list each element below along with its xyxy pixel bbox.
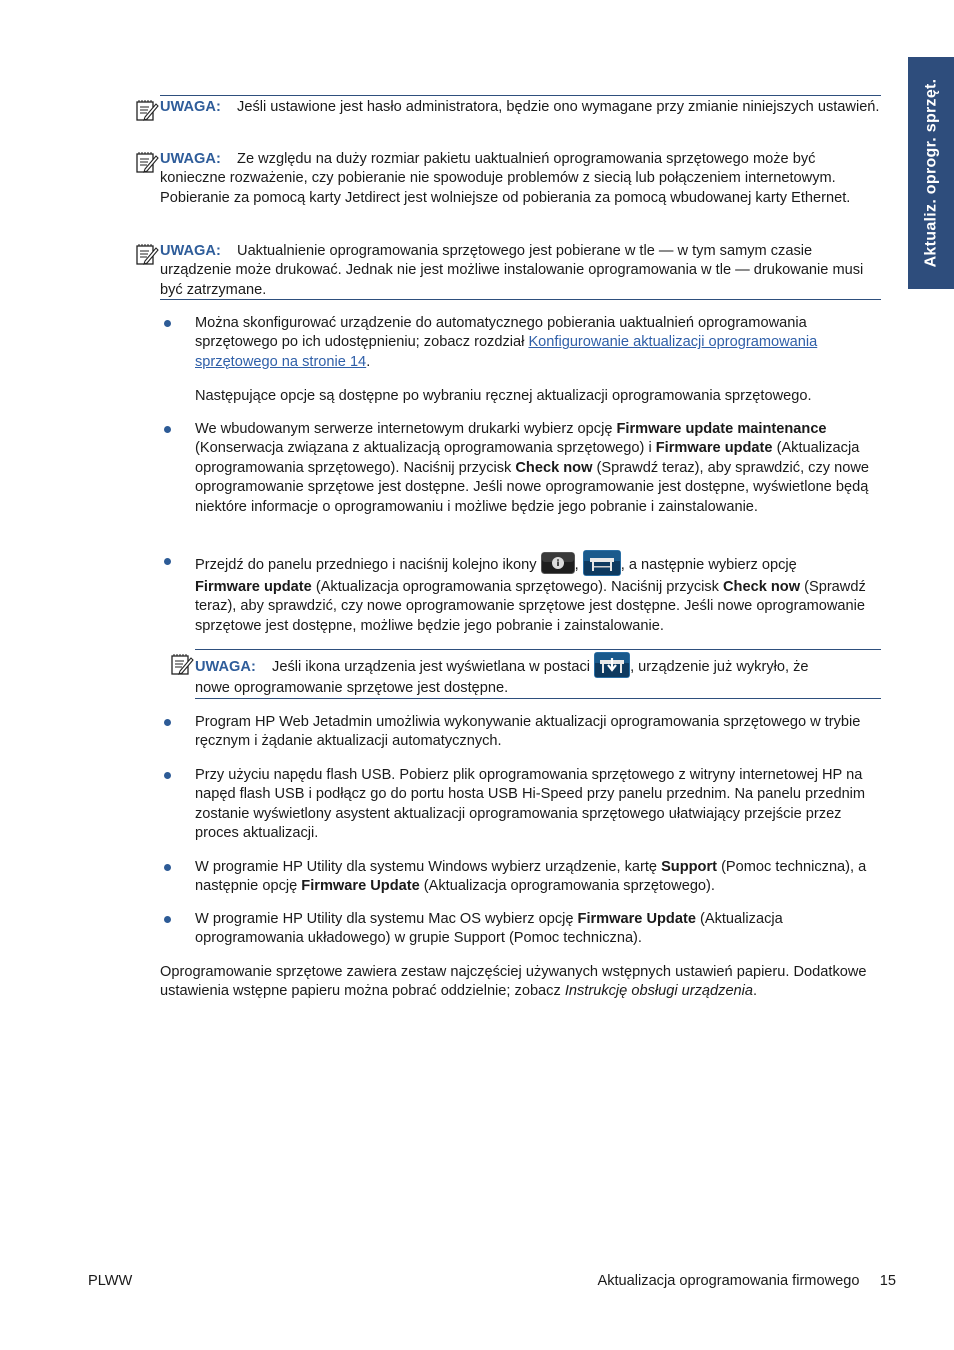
- bullet-text: Można skonfigurować urządzenie do automatycznego pobierania uaktualnień oprogramowania sprzętowego po ich udostępnieniu; zobacz rozdział: [195, 315, 807, 351]
- note-label: UWAGA:: [160, 151, 221, 167]
- text-run: Oprogramowanie sprzętowe zawiera zestaw najczęściej używanych wstępnych ustawień papieru. Dodatkowe ustawienia wstępne papieru można pobrać oddzielnie; zobacz: [160, 964, 867, 1000]
- text-run: W programie HP Utility dla systemu Mac OS wybierz opcję: [195, 911, 578, 927]
- text-run: Przejdź do panelu przedniego i naciśnij kolejno ikony: [195, 556, 541, 573]
- note-label: UWAGA:: [160, 99, 221, 115]
- text-run: (Aktualizacja oprogramowania sprzętowego).: [419, 878, 715, 895]
- footer-section-title: Aktualizacja oprogramowania firmowego: [597, 1273, 860, 1289]
- italic-run: Instrukcję obsługi urządzenia: [564, 983, 754, 1000]
- bullet-front-panel-rest: [195, 578, 885, 636]
- bullet-marker: [164, 916, 171, 923]
- notes-bottom-rule: [160, 299, 881, 300]
- bold-run: Support: [661, 859, 718, 875]
- text-run: W programie HP Utility dla systemu Windows wybierz urządzenie, kartę: [195, 859, 662, 875]
- text-run: (Sprawdź teraz), aby sprawdzić, czy nowe oprogramowanie sprzętowe jest dostępne. Jeśli nowe oprogramowanie sprzętowe jest dostępne, możliwe będzie jego pobranie i zainstalowanie.: [195, 579, 866, 634]
- bullet-web-jetadmin: Program HP Web Jetadmin umożliwia wykonywanie aktualizacji oprogramowania sprzętowego w trybie ręcznym i żądanie aktualizacji automatycznych.: [195, 714, 861, 750]
- bullet-marker: [164, 426, 171, 433]
- text-run: (Sprawdź teraz), aby sprawdzić, czy nowe oprogramowanie sprzętowe jest dostępne. Jeśli nowe oprogramowanie jest dostępne, wyświetlone będą niektóre informacje o oprogramowaniu i możliwe będzie jego pobranie i zainstalowanie.: [195, 459, 870, 515]
- inner-note-bottom-rule: [195, 698, 881, 699]
- config-firmware-link[interactable]: Konfigurowanie aktualizacji oprogramowania sprzętowego na stronie 14: [195, 334, 818, 370]
- note-2: [160, 150, 885, 208]
- text-run: (Konserwacja związana z aktualizacją oprogramowania sprzętowego) i: [195, 440, 656, 457]
- firmware-available-icon: [594, 652, 630, 678]
- note-text: Jeśli ustawione jest hasło administratora, będzie ono wymagane przy zmianie niniejszych ustawień.: [237, 99, 880, 115]
- footer-right: [597, 1272, 896, 1291]
- note-icon: [135, 98, 159, 122]
- bullet-auto-download: [195, 314, 885, 372]
- note-3: [160, 242, 885, 300]
- bullet-marker: [164, 719, 171, 726]
- bullet-marker: [164, 772, 171, 779]
- text-run: (Aktualizacja oprogramowania układowego) w grupie Support (Pomoc techniczna).: [195, 911, 783, 947]
- text-run: ,: [574, 556, 583, 573]
- inner-note-top-rule: [195, 649, 881, 650]
- note-icon: [170, 652, 194, 676]
- bold-run: Check now: [723, 579, 801, 595]
- bullet-usb-flash: Przy użyciu napędu flash USB. Pobierz plik oprogramowania sprzętowego z witryny internetowej HP na napęd flash USB i podłącz go do portu hosta USB Hi-Speed przy panelu przednim. Na panelu przednim zostanie wyświetlony asystent aktualizacji oprogramowania sprzętowego ułatwiający przejście przez proces aktualizacji.: [195, 767, 866, 842]
- bullet-text-end: .: [366, 353, 371, 370]
- note-text: Uaktualnienie oprogramowania sprzętowego jest pobierane w tle — w tym samym czasie urządzenie może drukować. Jednak nie jest możliwe instalowanie oprogramowania w tle — drukowanie musi być zatrzymane.: [160, 243, 864, 298]
- footer-left: PLWW: [88, 1273, 133, 1289]
- side-chapter-tab: [908, 57, 954, 289]
- bold-run: Check now: [515, 459, 593, 476]
- bullet-marker: [164, 320, 171, 327]
- text-run: .: [753, 983, 758, 1000]
- note-label: UWAGA:: [160, 243, 221, 259]
- note-icon: [135, 242, 159, 266]
- bullet-embedded-web-server: [195, 420, 885, 517]
- bullet-hp-utility-mac: [195, 910, 885, 949]
- bullet-marker: [164, 558, 171, 565]
- bullet-front-panel-line1: [195, 552, 885, 578]
- text-run: (Aktualizacja oprogramowania sprzętowego). Naciśnij przycisk: [311, 579, 724, 595]
- bullet-marker: [164, 864, 171, 871]
- text-run: , urządzenie już wykryło, że: [630, 658, 809, 675]
- note-label: UWAGA:: [195, 658, 256, 675]
- bold-run: Firmware Update: [301, 878, 420, 895]
- note-1: [160, 98, 885, 117]
- bullet-hp-utility-windows: [195, 858, 885, 897]
- manual-options-intro: Następujące opcje są dostępne po wybraniu ręcznej aktualizacji oprogramowania sprzętowego.: [195, 388, 812, 404]
- bold-run: Firmware update: [655, 440, 773, 457]
- closing-paragraph: [160, 963, 885, 1002]
- text-run: (Pomoc techniczna), a następnie opcję: [195, 859, 867, 895]
- info-button-icon: [541, 552, 575, 574]
- text-run: , a następnie wybierz opcję: [620, 556, 797, 573]
- bold-run: Firmware Update: [577, 911, 696, 927]
- page-number: 15: [879, 1273, 896, 1289]
- bold-run: Firmware update maintenance: [616, 421, 827, 437]
- inner-note-line1: [195, 654, 885, 680]
- inner-note-line2: nowe oprogramowanie sprzętowe jest dostępne.: [195, 680, 509, 696]
- text-run: (Aktualizacja oprogramowania sprzętowego). Naciśnij przycisk: [195, 440, 860, 476]
- bold-run: Firmware update: [195, 579, 312, 595]
- text-run: We wbudowanym serwerze internetowym drukarki wybierz opcję: [195, 421, 617, 437]
- text-run: Jeśli ikona urządzenia jest wyświetlana w postaci: [272, 658, 595, 675]
- printer-setup-icon: [583, 550, 621, 576]
- side-tab-label: Aktualiz. oprogr. sprzęt.: [922, 78, 940, 268]
- note-text: Ze względu na duży rozmiar pakietu uaktualnień oprogramowania sprzętowego może być konieczne rozważenie, czy pobieranie nie spowoduje problemów z siecią lub połączeniem internetowym. Pobieranie za pomocą karty Jetdirect jest wolniejsze od pobierania za pomocą wbudowanej karty Ethernet.: [160, 151, 851, 206]
- note-icon: [135, 150, 159, 174]
- notes-top-rule: [160, 95, 881, 96]
